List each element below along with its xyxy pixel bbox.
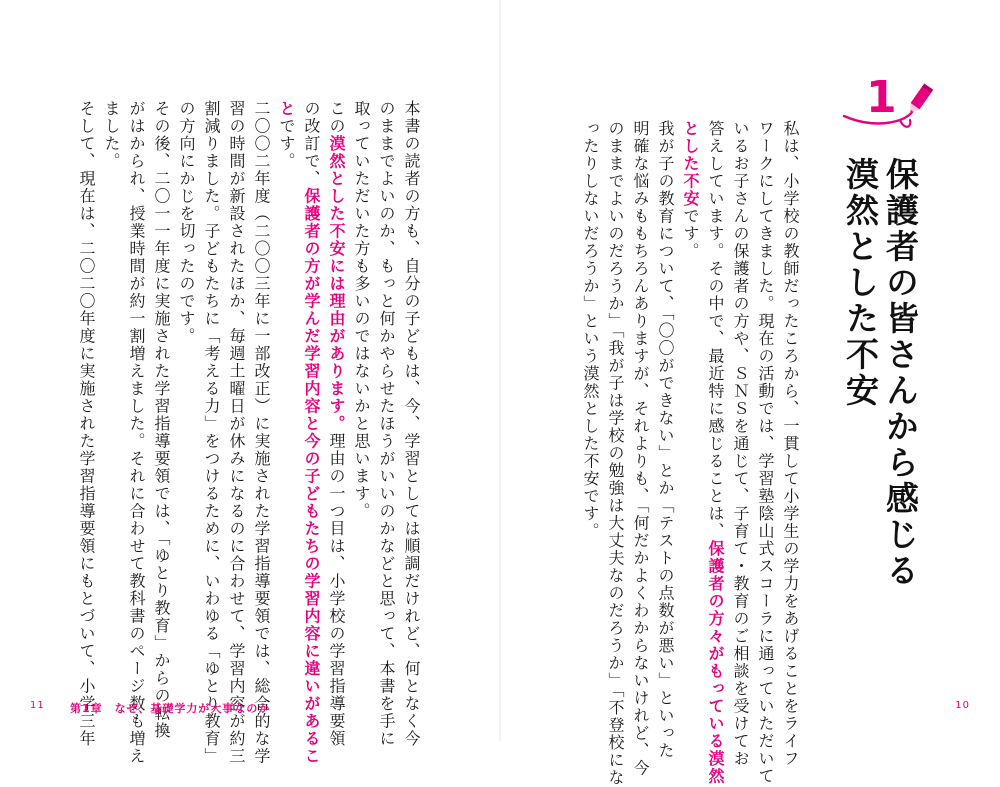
text-run: ワークにしてきました。現在の活動では、学習塾陰山式スコーラに通っていただいて (756, 120, 775, 785)
right-page-number: 10 (955, 700, 970, 711)
right-page-line (582, 120, 598, 540)
left-page-line (378, 100, 394, 748)
section-title-line-1: 保護者の皆さんから感じる (881, 157, 920, 589)
right-page-line (682, 120, 698, 260)
left-page-line (128, 100, 144, 765)
left-page-line (78, 100, 94, 748)
text-run: のままでよいのか、もっと何かやらせたほうがいいのかなどと思って、本書を手に (377, 100, 396, 748)
highlighted-text: 保護者の方々がもっている漠然 (706, 540, 725, 785)
left-page-line (278, 100, 294, 170)
right-page-line (632, 120, 648, 777)
text-run: 明確な悩みももちろんありますが、それよりも、「何だかよくわからないけれど、今 (631, 120, 650, 777)
text-run: 習の時間が新設されたほか、毎週土曜日が休みになるのに合わせて、学習内容が約三 (227, 100, 246, 765)
text-run: です。 (681, 207, 700, 260)
highlighted-text: 漠然とした不安には理由があります。 (327, 135, 346, 433)
text-run: ました。 (102, 100, 121, 170)
text-run: 割減りました。子どもたちに「考える力」をつけるために、いわゆる「ゆとり教育」 (202, 100, 221, 765)
highlighted-text: と (277, 100, 296, 118)
running-chapter-title: 第1章 なぜ、基礎学力が大事なのか (70, 702, 271, 715)
text-run: がはかられ、授業時間が約一割増えました。それに合わせて教科書のページ数も増え (127, 100, 146, 765)
text-run: 理由の一つ目は、小学校の学習指導要領 (327, 432, 346, 748)
text-run: です。 (277, 117, 296, 170)
left-page-line (103, 100, 119, 170)
text-run: 私は、小学校の教師だったころから、一貫して小学生の学力をあげることをライフ (781, 120, 800, 768)
text-run: 二〇〇二年度（二〇〇三年に一部改正）に実施された学習指導要領では、総合的な学 (252, 100, 271, 765)
left-page-line (203, 100, 219, 765)
text-run: 答えしています。その中で、最近特に感じることは、 (706, 120, 725, 540)
right-page-line (607, 120, 623, 787)
left-page-line (253, 100, 269, 765)
highlighted-text: 保護者の方が学んだ学習内容と今の子どもたちの学習内容に違いがあるこ (302, 187, 321, 765)
highlighted-text: とした不安 (681, 120, 700, 208)
text-run: そして、現在は、二〇二〇年度に実施された学習指導要領にもとづいて、小学三年 (77, 100, 96, 748)
right-page-line (707, 120, 723, 785)
right-page-line (782, 120, 798, 768)
text-run: いるお子さんの保護者の方や、ＳＮＳを通じて、子育て・教育のご相談を受けてお (731, 120, 750, 768)
text-run: 取っていただいた方も多いのではないかと思います。 (352, 100, 371, 520)
section-title-line-2: 漠然とした不安 (841, 157, 880, 409)
left-page-number: 11 (30, 700, 45, 711)
right-page-line (757, 120, 773, 785)
text-run: この (327, 100, 346, 135)
text-run: の改訂で、 (302, 100, 321, 188)
left-page-line (403, 100, 419, 748)
left-page-line (353, 100, 369, 520)
left-page-line (303, 100, 319, 765)
text-run: その後、二〇一一年度に実施された学習指導要領では、「ゆとり教育」からの転換 (152, 100, 171, 740)
text-run: 我が子の教育について、「〇〇ができない」とか「テストの点数が悪い」といった (656, 120, 675, 760)
left-page-line (178, 100, 194, 345)
pencil-icon (842, 80, 934, 132)
page-gutter (499, 0, 501, 741)
text-run: のままでよいのだろうか」「我が子は学校の勉強は大丈夫なのだろうか」「不登校にな (606, 120, 625, 787)
left-page-line (328, 100, 344, 748)
text-run: の方向にかじを切ったのです。 (177, 100, 196, 345)
right-page-line (732, 120, 748, 768)
left-page-line (153, 100, 169, 740)
right-page-line (657, 120, 673, 760)
section-number: 1 (866, 72, 897, 123)
text-run: ったりしないだろうか」という漠然とした不安です。 (581, 120, 600, 540)
left-page-line (228, 100, 244, 765)
text-run: 本書の読者の方も、自分の子どもは、今、学習としては順調だけれど、何となく今 (402, 100, 421, 748)
